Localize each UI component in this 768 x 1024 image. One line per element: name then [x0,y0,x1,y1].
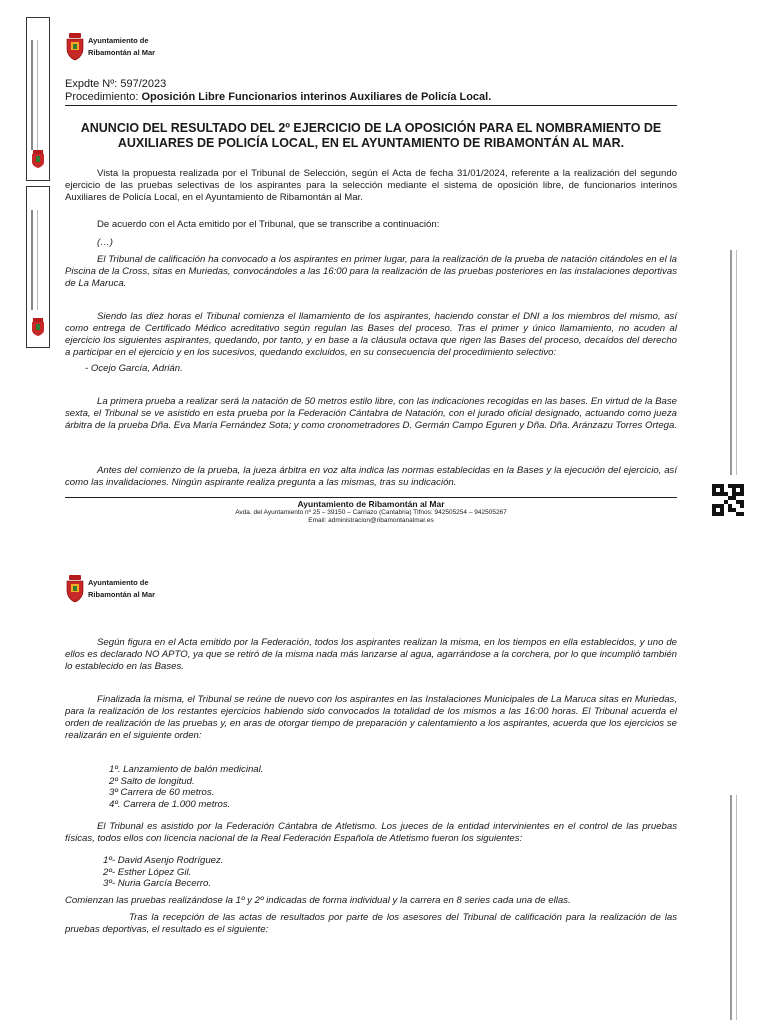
paragraph-athletics-federation: El Tribunal es asistido por la Federación Cántabra de Atletismo. Los jueces de la entidad intervinientes en el control de las pruebas físicas, todos ellos con licencia nacional de la Real Federación Española de Atletismo fueron los siguientes: [65,821,677,844]
page-footer [65,499,677,525]
paragraph-test-order: Finalizada la misma, el Tribunal se reúne de nuevo con los aspirantes en las Instalaciones Municipales de La Maruca sitas en Muriedas, para la realización de los restantes ejercicios habiendo sido convocados la totalidad de los mismos a las 16:00 horas. El Tribunal acuerda el orden de realización de las pruebas y, en aras de otorgar tiempo de preparación y calentamiento a los aspirantes, acuerda que los ejercicios se realizarán en el siguiente orden: [65,694,677,741]
signature-text-strip [31,210,33,310]
list-item: 1º- David Asenjo Rodríguez. [103,855,224,866]
procedure-value: Oposición Libre Funcionarios interinos Auxiliares de Policía Local. [141,91,492,103]
paragraph-swimming-test: La primera prueba a realizar será la natación de 50 metros estilo libre, con las indicaciones recogidas en las bases. En virtud de la Base sexta, el Tribunal se ve asistido en esta prueba por la Federación Cántabra de Natación, con el jurado oficial designado, actuando como jueza árbitra de la prueba Dña. Eva María Fernández Sota; y como cronometradores D. Germán Campo Eguren y Dña. Dña. Aránzazu Torres Ortega. [65,396,677,431]
paragraph-results-intro: Tras la recepción de las actas de resultados por parte de los asesores del Tribunal de calificación para la realización de las pruebas deportivas, el resultado es el siguiente: [65,912,677,935]
excluded-candidate: - Ocejo García, Adrián. [85,363,183,374]
coat-of-arms-icon [65,575,85,603]
list-item: 4º. Carrera de 1.000 metros. [109,798,231,810]
document-title: ANUNCIO DEL RESULTADO DEL 2º EJERCICIO DE LA OPOSICIÓN PARA EL NOMBRAMIENTO DE AUXILIARES DE POLICÍA LOCAL, EN EL AYUNTAMIENTO DE RIBAMONTÁN AL MAR. [80,121,662,150]
signature-text-strip [37,40,38,150]
paragraph-convocation: El Tribunal de calificación ha convocado a los aspirantes en primer lugar, para la realización de la prueba de natación citándoles en el la Piscina de la Cross, sitas en Muriedas, convocándoles a las 16:00 para la realización de las pruebas posteriores en las instalaciones deportivas de La Maruca. [65,254,677,289]
signature-text-strip [31,40,33,150]
paragraph-intro: Vista la propuesta realizada por el Tribunal de Selección, según el Acta de fecha 31/01/2024, referente a la realización del segundo ejercicio de las pruebas selectivas de los aspirantes para la selección mediante el sistema de oposición libre, de funcionarios interinos Auxiliares de Policía Local, en el Ayuntamiento de Ribamontán al Mar. [65,168,677,203]
procedure-line [65,91,491,104]
validation-text-strip [736,795,737,1020]
paragraph-rules: Antes del comienzo de la prueba, la jueza árbitra en voz alta indica las normas establecidas en la Bases y la ejecución del ejercicio, así como las invalidaciones. Ningún aspirante realiza pregunta a las mismas, tras su indicación. [65,465,677,488]
footer-address: Avda. del Ayuntamiento nº 25 – 39150 – Carriazo (Cantabria) Tlfnos: 942505254 – 942505267 [235,509,507,516]
footer-email: Email: administracion@ribamontanalmar.es [308,517,434,524]
coat-of-arms-icon [31,150,45,173]
paragraph-roll-call: Siendo las diez horas el Tribunal comienza el llamamiento de los aspirantes, haciendo constar el DNI a los miembros del mismo, así como entrega de Certificado Médico acreditativo según regulan las Bases del proceso. Tras el primer y único llamamiento, no acuden al ejercicio los siguientes aspirantes, quedando, por tanto, y en base a la cláusula octava que rigen las Bases del proceso, decaídos del derecho a participar en el ejercicio y en los sucesivos, quedando excluidos, en su consecuencia del procedimiento selectivo: [65,311,677,358]
list-item: 3º Carrera de 60 metros. [109,787,215,799]
paragraph-acta: De acuerdo con el Acta emitido por el Tribunal, que se transcribe a continuación: [97,219,440,230]
paragraph-federation-result: Según figura en el Acta emitido por la Federación, todos los aspirantes realizan la misma, en los tiempos en ella establecidos, y uno de ellos es declarado NO APTO, ya que se retiró de la misma nada más lanzarse al agua, agarrándose a la corchera, por lo que incumplió también lo establecido en las Bases. [65,637,677,672]
list-item: 2º- Esther López Gil. [103,866,192,878]
org-name-line1: Ayuntamiento de [88,578,149,587]
org-name-line1: Ayuntamiento de [88,36,149,45]
qr-code-icon [712,484,744,516]
header-divider [65,105,677,106]
validation-text-strip [730,250,732,475]
footer-org-name: Ayuntamiento de Ribamontán al Mar [297,499,445,509]
municipality-logo [65,575,155,603]
signature-text-strip [37,210,38,310]
ellipsis-marker: (…) [97,237,113,248]
list-item: 3º- Nuria García Becerro. [103,878,212,890]
validation-text-strip [730,795,732,1020]
procedure-label: Procedimiento: [65,91,139,103]
coat-of-arms-icon [65,33,85,61]
test-order-list [109,764,263,810]
list-item: 1º. Lanzamiento de balón medicinal. [109,764,264,775]
judges-list [103,855,223,890]
org-name-line2: Ribamontán al Mar [88,590,156,599]
coat-of-arms-icon [31,318,45,341]
municipality-logo [65,33,155,61]
list-item: 2º Salto de longitud. [109,775,195,787]
case-number: Expdte Nº: 597/2023 [65,78,167,90]
org-name-line2: Ribamontán al Mar [88,48,156,57]
validation-text-strip [736,250,737,475]
paragraph-tests-start: Comienzan las pruebas realizándose la 1º y 2º indicadas de forma individual y la carrera en 8 series cada una de ellas. [65,895,571,906]
footer-divider [65,497,677,498]
